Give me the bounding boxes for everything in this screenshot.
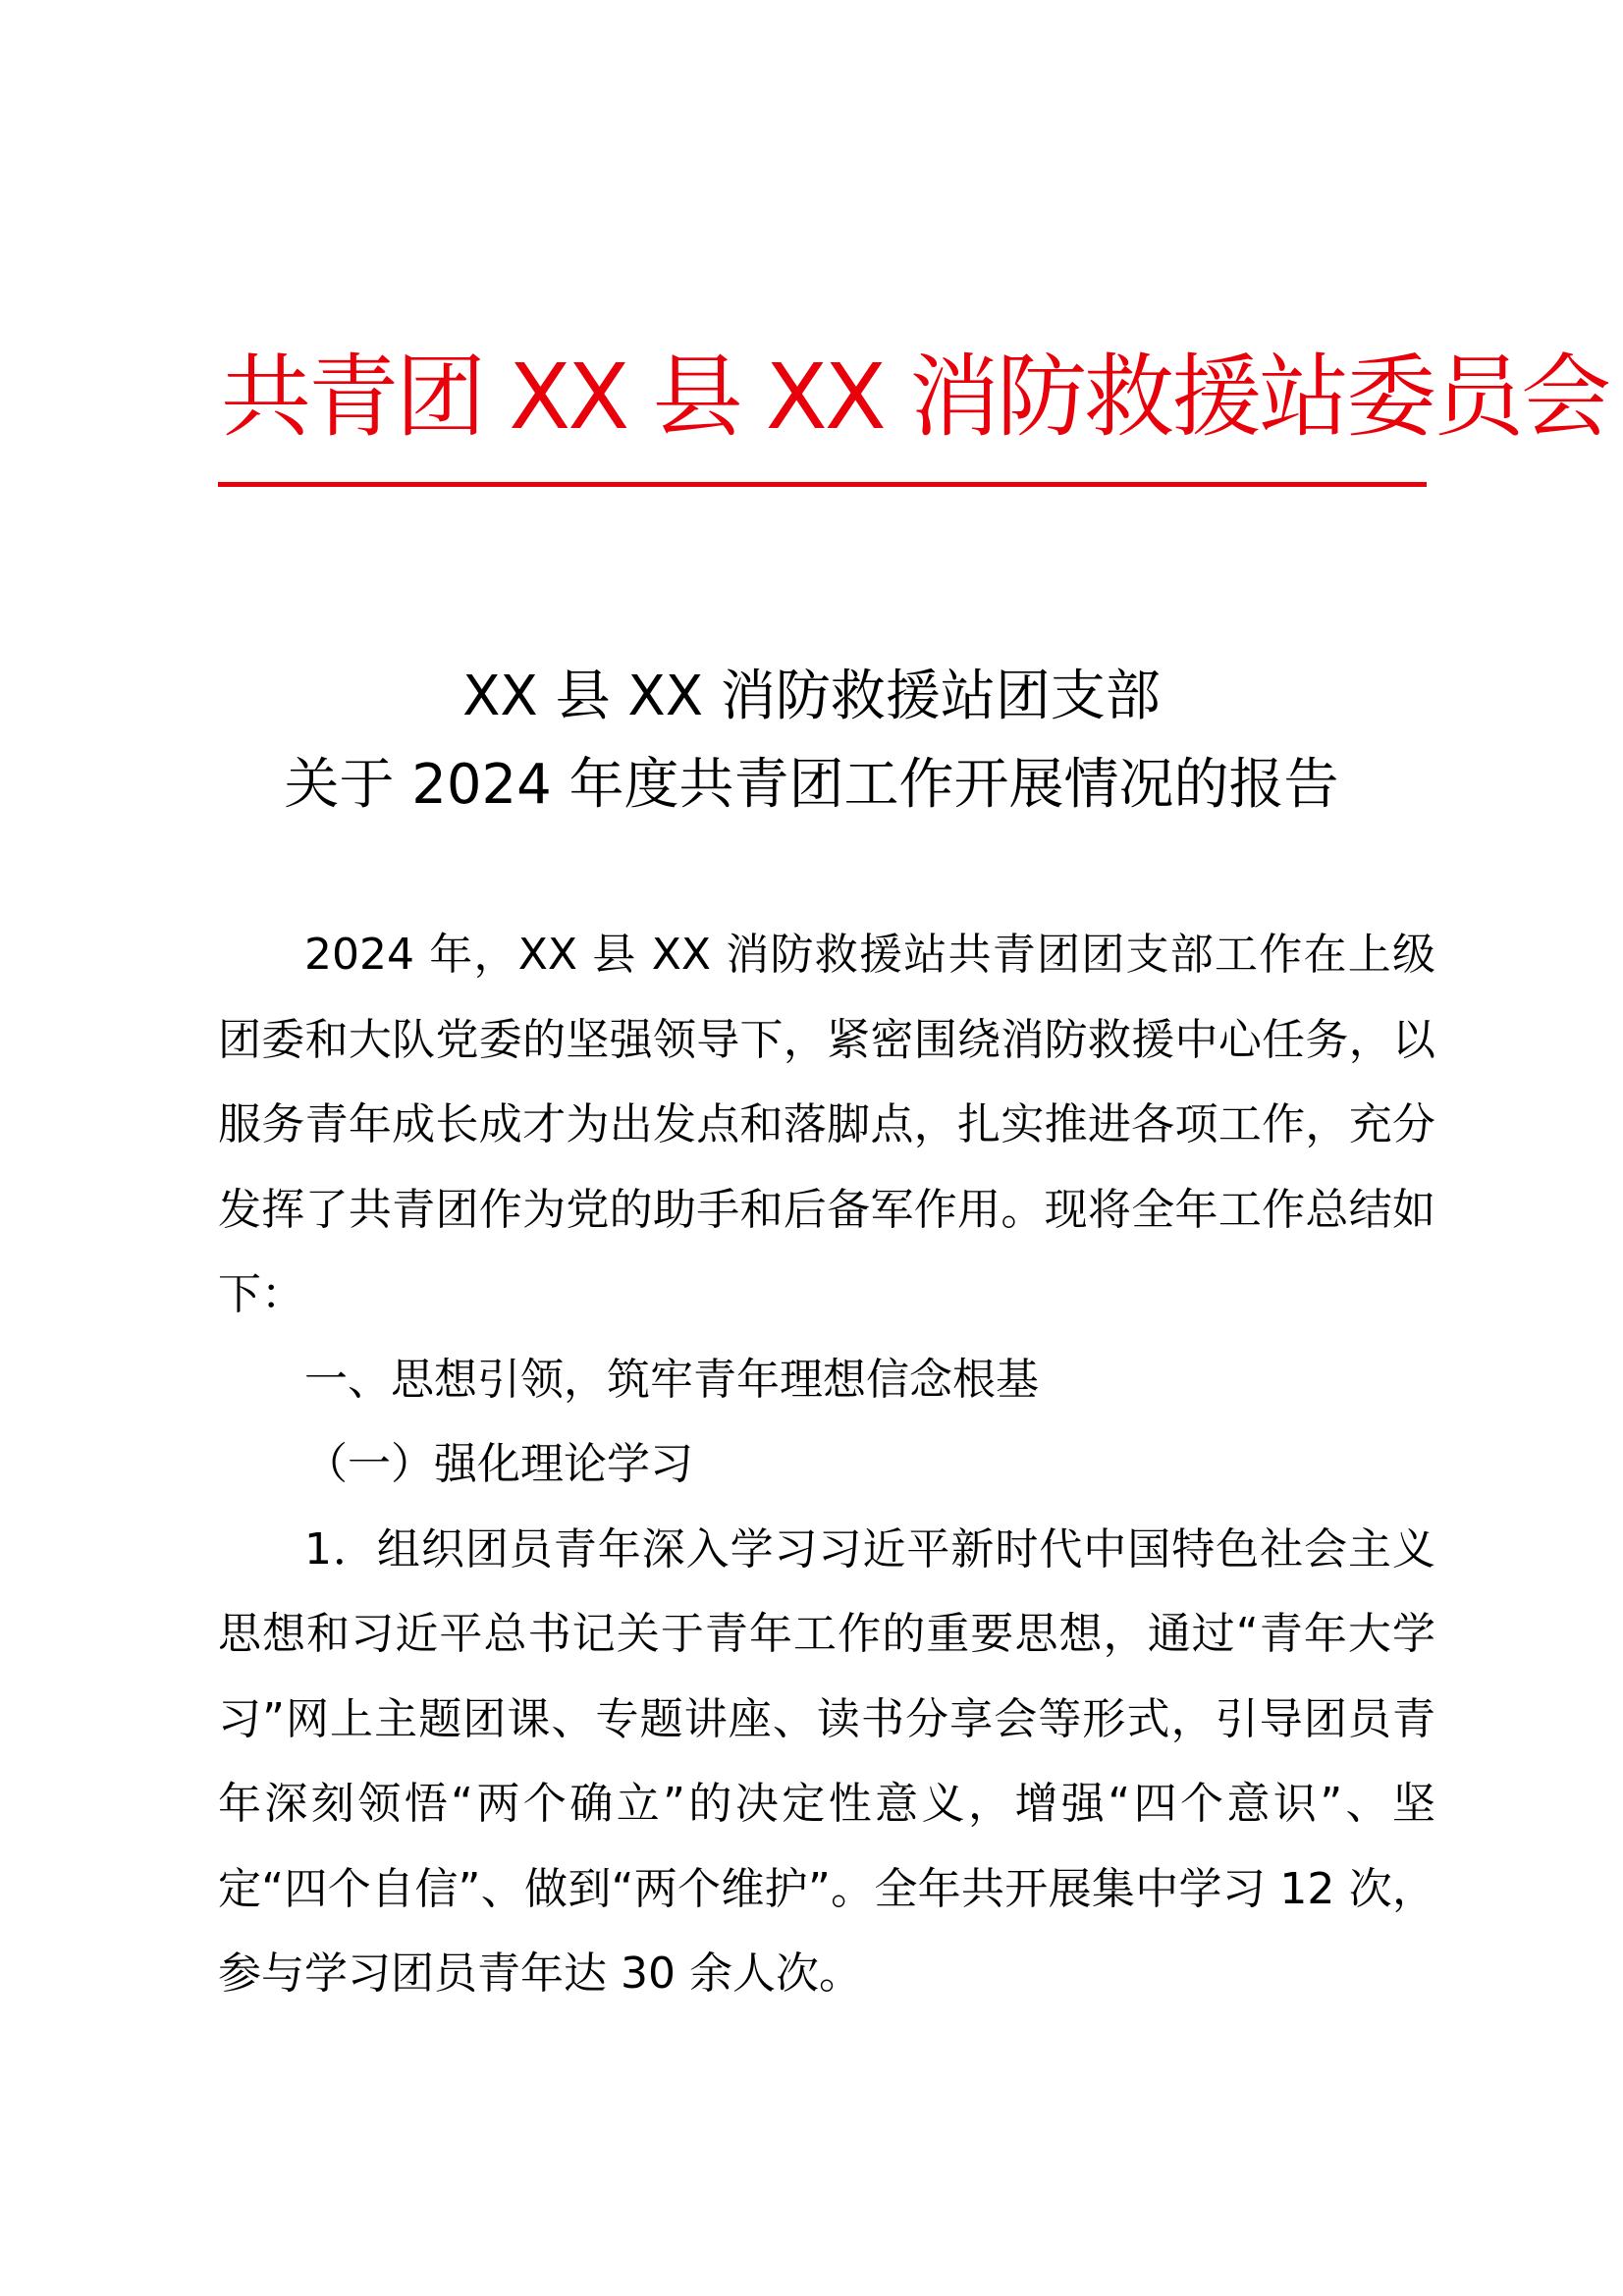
subsection-heading-1: （一）强化理论学习: [304, 1439, 693, 1489]
letterhead-org-name: 共青团 XX 县 XX 消防救援站委员会: [221, 345, 1609, 450]
intro-paragraph: 2024 年，XX 县 XX 消防救援站共青团团支部工作在上级团委和大队党委的坚强领导下，紧密围绕消防救援中心任务，以服务青年成长成才为出发点和落脚点，扎实推进各项工作，充分发挥了共青团作为党的助手和后备军作用。现将全年工作总结如下：: [218, 930, 1435, 1319]
document-title-line-1: XX 县 XX 消防救援站团支部: [462, 665, 1161, 728]
document-body: [218, 913, 1435, 2017]
letterhead-red-rule: [218, 482, 1427, 487]
item-paragraph-1: 1．组织团员青年深入学习习近平新时代中国特色社会主义思想和习近平总书记关于青年工作的重要思想，通过“青年大学习”网上主题团课、专题讲座、读书分享会等形式，引导团员青年深刻领悟“两个确立”的决定性意义，增强“四个意识”、坚定“四个自信”、做到“两个维护”。全年共开展集中学习 12 次，参与学习团员青年达 30 余人次。: [218, 1523, 1435, 1999]
document-title: [196, 653, 1427, 829]
document-title-line-2: 关于 2024 年度共青团工作开展情况的报告: [284, 753, 1339, 817]
section-heading-1: 一、思想引领，筑牢青年理想信念根基: [304, 1354, 1039, 1405]
